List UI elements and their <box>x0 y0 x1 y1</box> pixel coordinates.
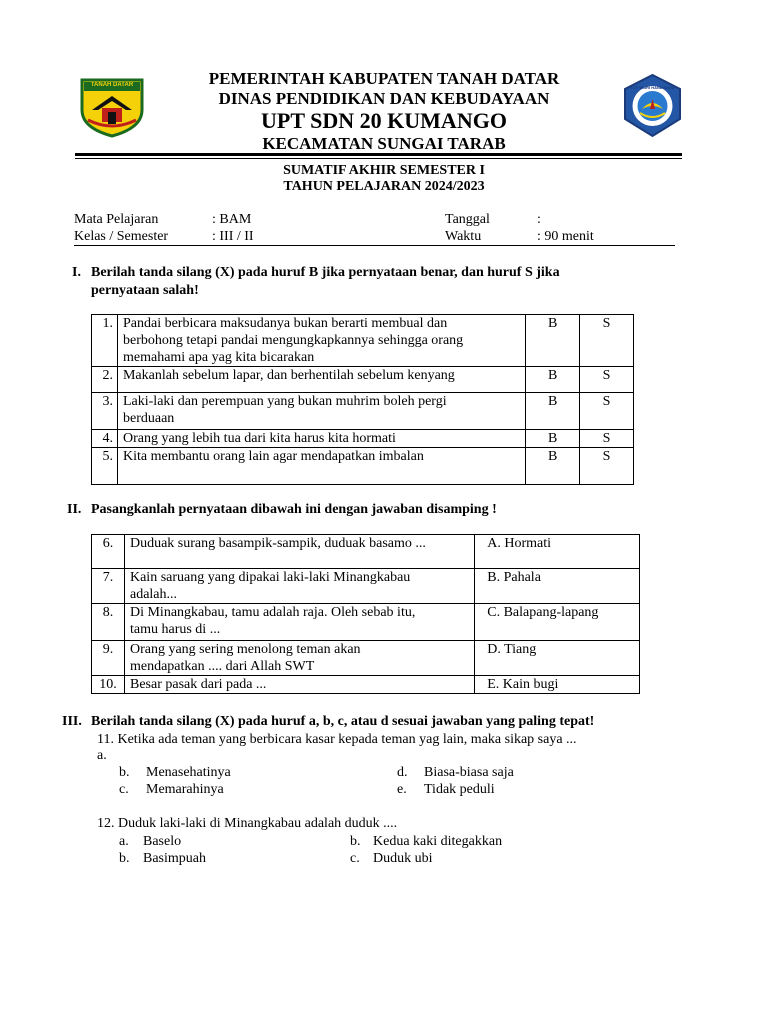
answer-option: D. Tiang <box>475 641 640 676</box>
question-number: 7. <box>92 569 125 604</box>
exam-year: TAHUN PELAJARAN 2024/2023 <box>283 179 485 194</box>
option-s[interactable]: S <box>580 315 634 367</box>
header-government: PEMERINTAH KABUPATEN TANAH DATAR <box>208 69 560 88</box>
subject-label: Mata Pelajaran <box>74 212 159 227</box>
statement-text: Kita membantu orang lain agar mendapatkan imbalan <box>117 448 525 485</box>
q11-option-letter: c. <box>119 782 129 797</box>
table-row <box>92 604 640 641</box>
class-label: Kelas / Semester <box>74 229 169 244</box>
table-row <box>92 430 634 448</box>
header-district: KECAMATAN SUNGAI TARAB <box>262 134 506 153</box>
q12-option-letter: b. <box>350 834 361 849</box>
q12-option-text[interactable]: Baselo <box>143 834 182 849</box>
time-label: Waktu <box>445 229 482 244</box>
option-s[interactable]: S <box>580 448 634 485</box>
statement-text: Kain saruang yang dipakai laki-laki Minangkabau adalah... <box>124 569 474 604</box>
table-row <box>92 569 640 604</box>
statement-text: Besar pasak dari pada ... <box>124 676 474 694</box>
q12-option-text[interactable]: Duduk ubi <box>373 851 433 866</box>
option-s[interactable]: S <box>580 367 634 393</box>
question-12-text: 12. Duduk laki-laki di Minangkabau adalah duduk .... <box>97 816 398 831</box>
q12-option-letter: c. <box>350 851 360 866</box>
question-number: 6. <box>92 535 125 569</box>
subject-value: : BAM <box>212 212 252 227</box>
table-row <box>92 676 640 694</box>
question-number: 10. <box>92 676 125 694</box>
matching-table <box>91 534 640 694</box>
statement-text: Orang yang sering menolong teman akan mendapatkan .... dari Allah SWT <box>124 641 474 676</box>
statement-text: Makanlah sebelum lapar, dan berhentilah sebelum kenyang <box>117 367 525 393</box>
answer-option: B. Pahala <box>475 569 640 604</box>
date-label: Tanggal <box>445 212 490 227</box>
q11-option-letter: d. <box>397 765 408 780</box>
statement-text: Laki-laki dan perempuan yang bukan muhrim boleh pergi berduaan <box>117 393 525 430</box>
q12-option-letter: b. <box>119 851 130 866</box>
option-b[interactable]: B <box>526 315 580 367</box>
option-s[interactable]: S <box>580 393 634 430</box>
section1-instruction-line2: pernyataan salah! <box>91 283 199 298</box>
question-number: 5. <box>92 448 118 485</box>
statement-text: Duduak surang basampik-sampik, duduak basamo ... <box>124 535 474 569</box>
table-row <box>92 367 634 393</box>
header-school-name: UPT SDN 20 KUMANGO <box>261 108 507 133</box>
section2-numeral: II. <box>67 502 82 517</box>
question-11-stray-letter: a. <box>97 748 107 763</box>
header-thin-rule <box>75 158 682 159</box>
option-b[interactable]: B <box>526 448 580 485</box>
q12-option-letter: a. <box>119 834 129 849</box>
statement-text: Pandai berbicara maksudanya bukan berarti membual dan berbohong tetapi pandai mengungkapkannya sehingga orang memahami apa yag kita bicarakan <box>117 315 525 367</box>
option-b[interactable]: B <box>526 367 580 393</box>
header-department: DINAS PENDIDIKAN DAN KEBUDAYAAN <box>218 89 550 108</box>
question-number: 9. <box>92 641 125 676</box>
table-row <box>92 393 634 430</box>
q11-option-letter: b. <box>119 765 130 780</box>
section2-instruction: Pasangkanlah pernyataan dibawah ini dengan jawaban disamping ! <box>91 502 497 517</box>
question-number: 2. <box>92 367 118 393</box>
section1-numeral: I. <box>72 265 81 280</box>
exam-title: SUMATIF AKHIR SEMESTER I <box>283 163 485 178</box>
q11-option-text[interactable]: Memarahinya <box>146 782 224 797</box>
q11-option-letter: e. <box>397 782 407 797</box>
question-number: 1. <box>92 315 118 367</box>
header-thick-rule <box>75 153 682 156</box>
q11-option-text[interactable]: Tidak peduli <box>424 782 495 797</box>
question-11-text: 11. Ketika ada teman yang berbicara kasar kepada teman yag lain, maka sikap saya ... <box>97 732 577 747</box>
section3-instruction: Berilah tanda silang (X) pada huruf a, b, c, atau d sesuai jawaban yang paling tepat! <box>91 714 595 729</box>
statement-text: Orang yang lebih tua dari kita harus kita hormati <box>117 430 525 448</box>
section1-instruction-line1: Berilah tanda silang (X) pada huruf B jika pernyataan benar, dan huruf S jika <box>91 265 560 280</box>
question-number: 8. <box>92 604 125 641</box>
answer-option: C. Balapang-lapang <box>475 604 640 641</box>
true-false-table <box>91 314 634 485</box>
table-row <box>92 315 634 367</box>
date-value: : <box>537 212 541 227</box>
answer-option: E. Kain bugi <box>475 676 640 694</box>
right-logo-label: TUT WURI HANDAYANI <box>630 85 675 90</box>
option-b[interactable]: B <box>526 393 580 430</box>
time-value: : 90 menit <box>537 229 594 244</box>
statement-text: Di Minangkabau, tamu adalah raja. Oleh sebab itu, tamu harus di ... <box>124 604 474 641</box>
table-row <box>92 448 634 485</box>
q12-option-text[interactable]: Kedua kaki ditegakkan <box>373 834 503 849</box>
q11-option-text[interactable]: Menasehatinya <box>146 765 231 780</box>
question-number: 4. <box>92 430 118 448</box>
table-row <box>92 535 640 569</box>
class-value: : III / II <box>212 229 254 244</box>
answer-option: A. Hormati <box>475 535 640 569</box>
question-number: 3. <box>92 393 118 430</box>
option-s[interactable]: S <box>580 430 634 448</box>
q11-option-text[interactable]: Biasa-biasa saja <box>424 765 514 780</box>
q12-option-text[interactable]: Basimpuah <box>143 851 206 866</box>
left-logo-label: TANAH DATAR <box>90 82 134 88</box>
info-underline <box>74 245 675 246</box>
section3-numeral: III. <box>62 714 82 729</box>
option-b[interactable]: B <box>526 430 580 448</box>
table-row <box>92 641 640 676</box>
